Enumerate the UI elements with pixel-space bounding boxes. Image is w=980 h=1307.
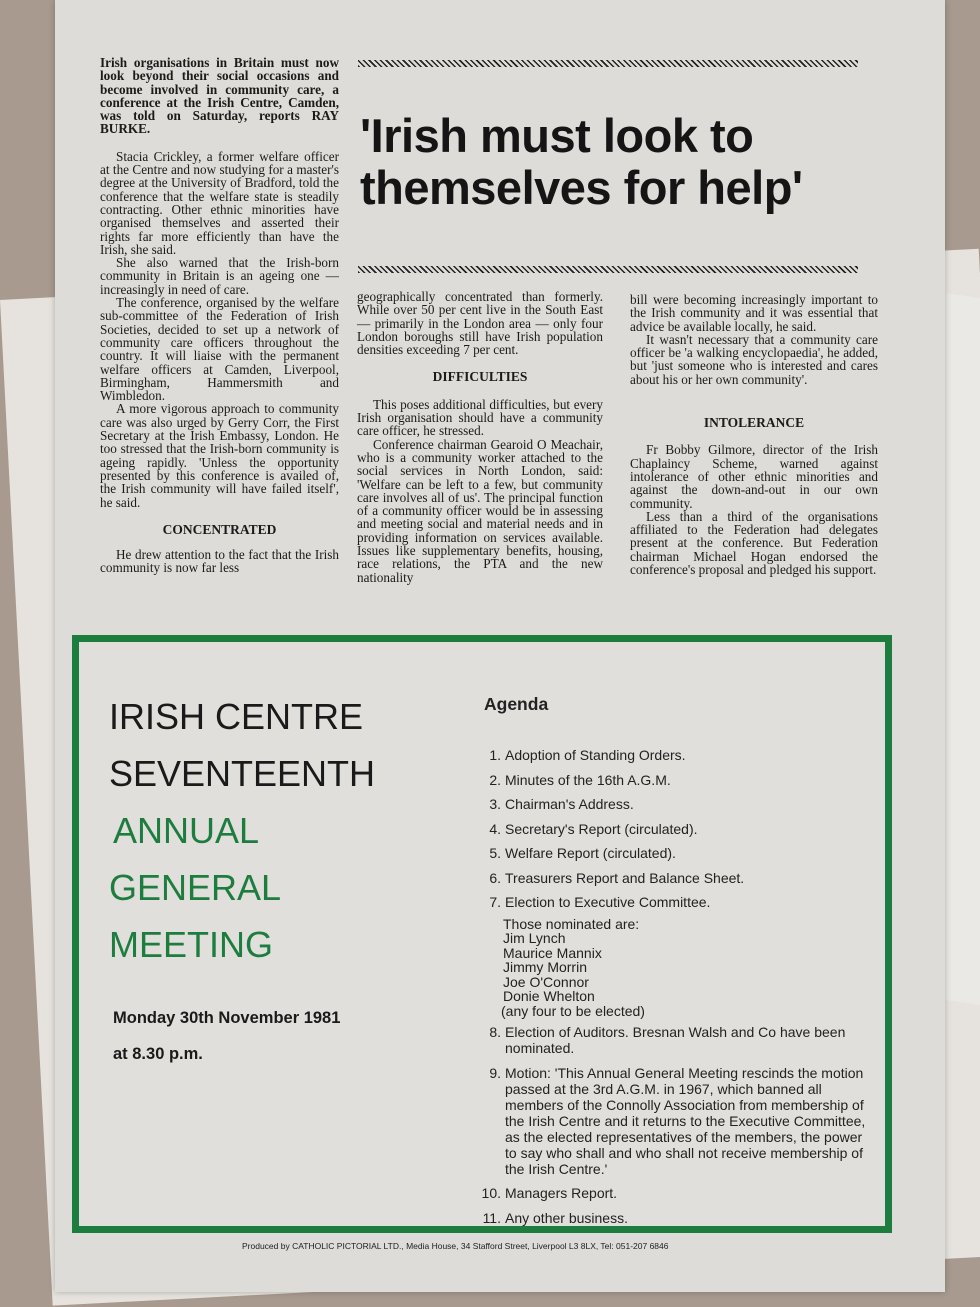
paragraph: Less than a third of the organisations affiliated to the Federation had delegates present at the conference. But Federation chairman Michael Hogan endorsed the conference's proposal and pledged his support. (630, 508, 878, 578)
agenda-item (477, 772, 877, 788)
title-line: SEVENTEENTH (109, 753, 376, 794)
paragraph: The conference, organised by the welfare sub-committee of the Federation of Irish Societies, decided to set up a network of community care officers throughout the country. It will liaise with the permanent welfare officers at Camden, Liverpool, Birmingham, Hammersmith and Wimbledon. (100, 295, 339, 404)
agenda-number: 3. (489, 796, 501, 812)
article-column-1 (100, 56, 339, 575)
agenda (477, 694, 877, 1234)
title-line: GENERAL (109, 867, 282, 908)
nominee: Jim Lynch (503, 930, 566, 946)
article-column-3 (630, 293, 878, 576)
meeting-date: Monday 30th November 1981 (113, 1009, 341, 1027)
agenda-text: Adoption of Standing Orders. (505, 747, 686, 763)
agenda-item (477, 870, 877, 886)
paragraph: Fr Bobby Gilmore, director of the Irish Chaplaincy Scheme, warned against intolerance of other ethnic minorities and against the down-and-out in our own community. (630, 442, 878, 511)
title-line: MEETING (109, 924, 274, 965)
agenda-number: 5. (489, 845, 501, 861)
subheading: CONCENTRATED (162, 521, 277, 537)
paragraph: It wasn't necessary that a community care officer be 'a walking encyclopaedia', he added, but 'just someone who is interested and cares about his or her own community'. (630, 331, 878, 387)
agenda-number: 4. (489, 820, 501, 837)
agenda-item (477, 1024, 877, 1056)
notice-title (109, 688, 375, 973)
agenda-text: Managers Report. (505, 1185, 618, 1201)
article-column-2 (357, 290, 603, 584)
nominee: Maurice Mannix (503, 944, 602, 961)
decorative-rule (358, 60, 858, 67)
agm-notice (72, 635, 892, 1233)
agenda-item (477, 1210, 877, 1226)
paragraph: geographically concentrated than formerly. While over 50 per cent live in the South East — primarily in the London area — only four London boroughs still have Irish population densities exceeding 7 per cent. (357, 289, 603, 358)
paragraph: A more vigorous approach to community care was also urged by Gerry Corr, the First Secretary at the Irish Embassy, London. He too stressed that the Irish-born community is ageing rapidly. 'Unless the opportunity presented by this conference is availed of, the Irish community will have failed itself', he said. (100, 401, 339, 510)
agenda-item (477, 747, 877, 763)
paragraph: bill were becoming increasingly important to the Irish community and it was essential that advice be available locally, he said. (630, 292, 878, 334)
agenda-number: 10. (481, 1185, 501, 1201)
agenda-number: 6. (489, 869, 501, 886)
nominee: Jimmy Morrin (503, 959, 587, 975)
agenda-number: 7. (489, 894, 501, 910)
article-lead: Irish organisations in Britain must now look beyond their social occasions and become involved in community care, a conference at the Irish Centre, Camden, was told on Saturday, reports RAY BURKE. (100, 55, 339, 137)
agenda-text: Secretary's Report (circulated). (505, 820, 698, 837)
agenda-number: 8. (489, 1024, 501, 1040)
agenda-item (477, 894, 877, 910)
agenda-item (477, 1185, 877, 1201)
headline-line: 'Irish must look to (360, 109, 754, 162)
agenda-text: Treasurers Report and Balance Sheet. (505, 869, 745, 886)
agenda-item (477, 845, 877, 861)
paragraph: She also warned that the Irish-born community in Britain is an ageing one — increasingly in need of care. (100, 255, 339, 297)
agenda-number: 11. (482, 1209, 501, 1226)
nominees (503, 917, 877, 1019)
decorative-rule (358, 266, 858, 273)
headline-line: themselves for help' (360, 161, 803, 214)
agenda-text: Chairman's Address. (505, 796, 634, 812)
headline (360, 110, 880, 214)
paragraph: This poses additional difficulties, but every Irish organisation should have a community care officer, he stressed. (357, 396, 603, 439)
title-line: ANNUAL (113, 810, 260, 851)
paragraph: Stacia Crickley, a former welfare officer at the Centre and now studying for a master's degree at the University of Bradford, told the conference that the welfare state is steadily contracting. Other ethnic minorities have organised themselves and asserted their rights far more efficiently than have the Irish, she said. (100, 148, 339, 257)
agenda-item (477, 796, 877, 812)
paragraph: Conference chairman Gearoid O Meachair, who is a community worker attached to the social services in North London, said: 'Welfare can be left to a few, but community care involves all of us'. The principal function of a community officer would be in assessing and meeting social and material needs and in providing information on services available. Issues like supplementary benefits, housing, race relations, the PTA and the new nationality (357, 436, 603, 585)
agenda-text: Motion: 'This Annual General Meeting rescinds the motion passed at the 3rd A.G.M. in 1967, which banned all members of the Connolly Association from membership of the Irish Centre and it returns to the Executive Committee, as the elected representatives of the members, the power to say who shall and who shall not receive membership of the Irish Centre.' (505, 1064, 866, 1177)
paragraph: He drew attention to the fact that the Irish community is now far less (100, 547, 339, 576)
meeting-time: at 8.30 p.m. (113, 1045, 203, 1063)
agenda-text: Election to Executive Committee. (505, 894, 711, 910)
printer-credit: Produced by CATHOLIC PICTORIAL LTD., Media House, 34 Stafford Street, Liverpool L3 8LX, Tel: 051-207 6846 (242, 1241, 669, 1251)
agenda-heading: Agenda (484, 694, 549, 714)
agenda-text: Any other business. (505, 1209, 628, 1226)
title-line: IRISH CENTRE (109, 696, 364, 737)
agenda-text: Welfare Report (circulated). (505, 845, 676, 861)
subheading: INTOLERANCE (703, 415, 805, 431)
nominee: Donie Whelton (503, 988, 595, 1004)
agenda-number: 9. (489, 1064, 501, 1081)
agenda-text: Election of Auditors. Bresnan Walsh and Co have been nominated. (505, 1024, 846, 1056)
agenda-item (477, 1065, 877, 1177)
agenda-item (477, 821, 877, 837)
nominee: Joe O'Connor (503, 973, 589, 990)
subheading: DIFFICULTIES (432, 369, 528, 385)
agenda-text: Minutes of the 16th A.G.M. (505, 771, 671, 788)
nominees-intro: Those nominated are: (503, 915, 640, 932)
agenda-number: 1. (489, 747, 501, 763)
nominees-note: (any four to be elected) (501, 1002, 645, 1019)
agenda-number: 2. (489, 771, 501, 788)
